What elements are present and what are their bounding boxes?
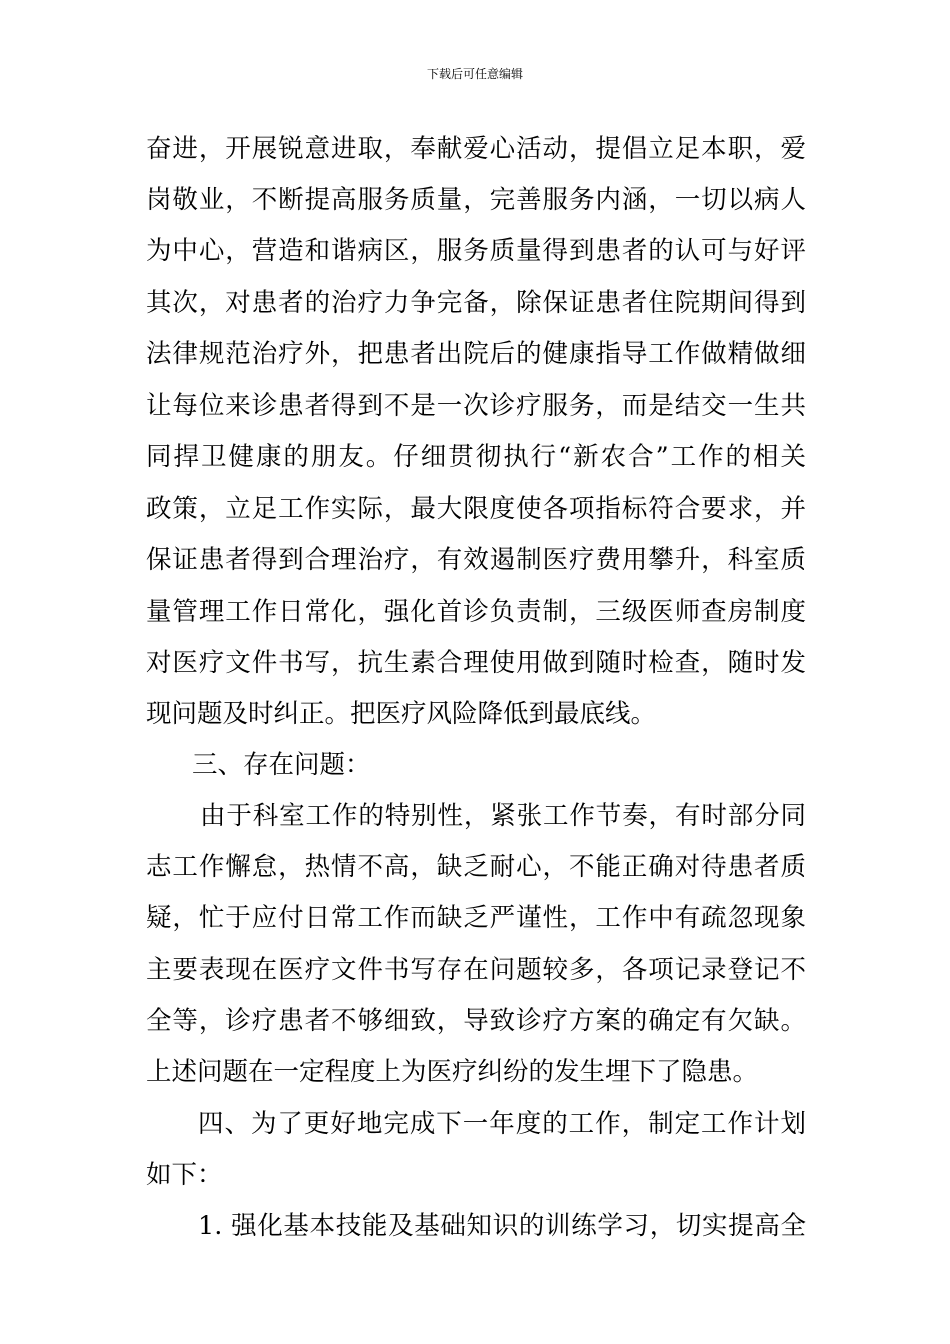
section-heading: 四、为了更好地完成下一年度的工作，制定工作计划 — [198, 1109, 806, 1139]
body-line: 其次，对患者的治疗力争完备，除保证患者住院期间得到 — [146, 288, 806, 318]
body-line: 由于科室工作的特别性，紧张工作节奏，有时部分同 — [200, 801, 806, 831]
body-line: 志工作懈怠，热情不高，缺乏耐心，不能正确对待患者质 — [146, 852, 806, 882]
body-line: 政策，立足工作实际，最大限度使各项指标符合要求，并 — [146, 494, 806, 524]
body-line: 让每位来诊患者得到不是一次诊疗服务，而是结交一生共 — [146, 391, 806, 421]
body-line: 主要表现在医疗文件书写存在问题较多，各项记录登记不 — [146, 955, 806, 985]
body-line: 对医疗文件书写，抗生素合理使用做到随时检查，随时发 — [146, 648, 806, 678]
body-line: 岗敬业，不断提高服务质量，完善服务内涵，一切以病人 — [146, 185, 806, 215]
body-line: 上述问题在一定程度上为医疗纠纷的发生埋下了隐患。 — [146, 1057, 759, 1087]
body-line: 法律规范治疗外，把患者出院后的健康指导工作做精做细 — [146, 339, 806, 369]
body-line: 为中心，营造和谐病区，服务质量得到患者的认可与好评 — [146, 236, 806, 266]
body-line: 保证患者得到合理治疗，有效遏制医疗费用攀升，科室质 — [146, 545, 806, 575]
body-line: 量管理工作日常化，强化首诊负责制，三级医师查房制度 — [146, 597, 806, 627]
body-line: 同捍卫健康的朋友。仔细贯彻执行“新农合”工作的相关 — [146, 442, 806, 472]
body-line: 现问题及时纠正。把医疗风险降低到最底线。 — [146, 699, 657, 729]
list-item: 1. 强化基本技能及基础知识的训练学习，切实提高全 — [198, 1211, 806, 1241]
page-header: 下载后可任意编辑 — [426, 67, 523, 81]
body-line: 如下： — [146, 1160, 223, 1190]
body-line: 奋进，开展锐意进取，奉献爱心活动，提倡立足本职，爱 — [146, 134, 806, 164]
body-line: 全等，诊疗患者不够细致，导致诊疗方案的确定有欠缺。 — [146, 1006, 806, 1036]
body-line: 疑，忙于应付日常工作而缺乏严谨性，工作中有疏忽现象 — [146, 903, 806, 933]
section-heading: 三、存在问题： — [192, 750, 371, 780]
